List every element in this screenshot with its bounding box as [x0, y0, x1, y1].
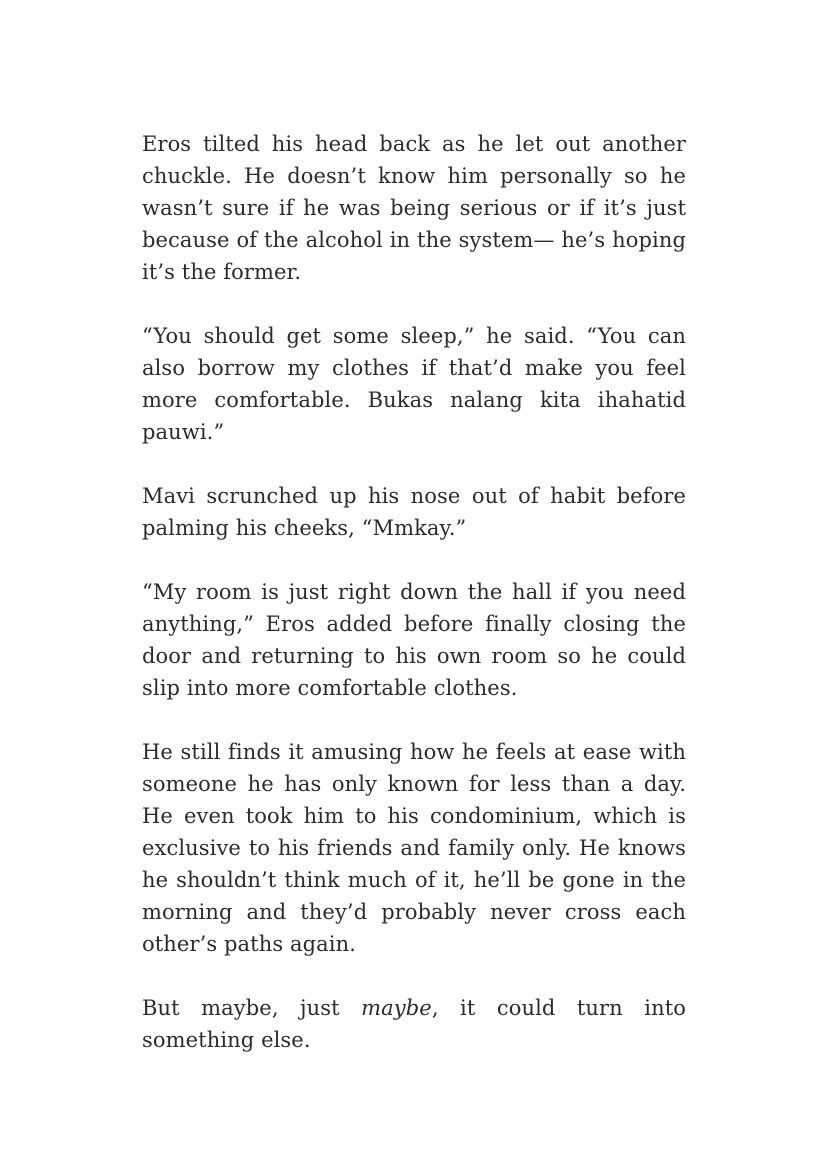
paragraph-2: “You should get some sleep,” he said. “You can also borrow my clothes if that’d make you feel more comfortable. Bukas nalang kita ihahatid pauwi.”	[142, 324, 686, 444]
story-text	[142, 128, 686, 1056]
paragraph-3: Mavi scrunched up his nose out of habit before palming his cheeks, “Mmkay.”	[142, 484, 686, 540]
paragraph-6-emphasis: maybe	[361, 996, 432, 1020]
paragraph-1: Eros tilted his head back as he let out another chuckle. He doesn’t know him personally so he wasn’t sure if he was being serious or if it’s just because of the alcohol in the system— he’s hoping it’s the former.	[142, 132, 686, 284]
paragraph-5: He still finds it amusing how he feels at ease with someone he has only known for less than a day. He even took him to his condominium, which is exclusive to his friends and family only. He knows he shouldn’t think much of it, he’ll be gone in the morning and they’d probably never cross each other’s paths again.	[142, 740, 686, 956]
paragraph-6-before: But maybe, just	[142, 996, 362, 1020]
paragraph-4: “My room is just right down the hall if you need anything,” Eros added before finally closing the door and returning to his own room so he could slip into more comfortable clothes.	[142, 580, 686, 700]
paragraph-6-after: , it could turn into something else.	[142, 996, 686, 1052]
paragraph-6	[142, 992, 686, 1056]
